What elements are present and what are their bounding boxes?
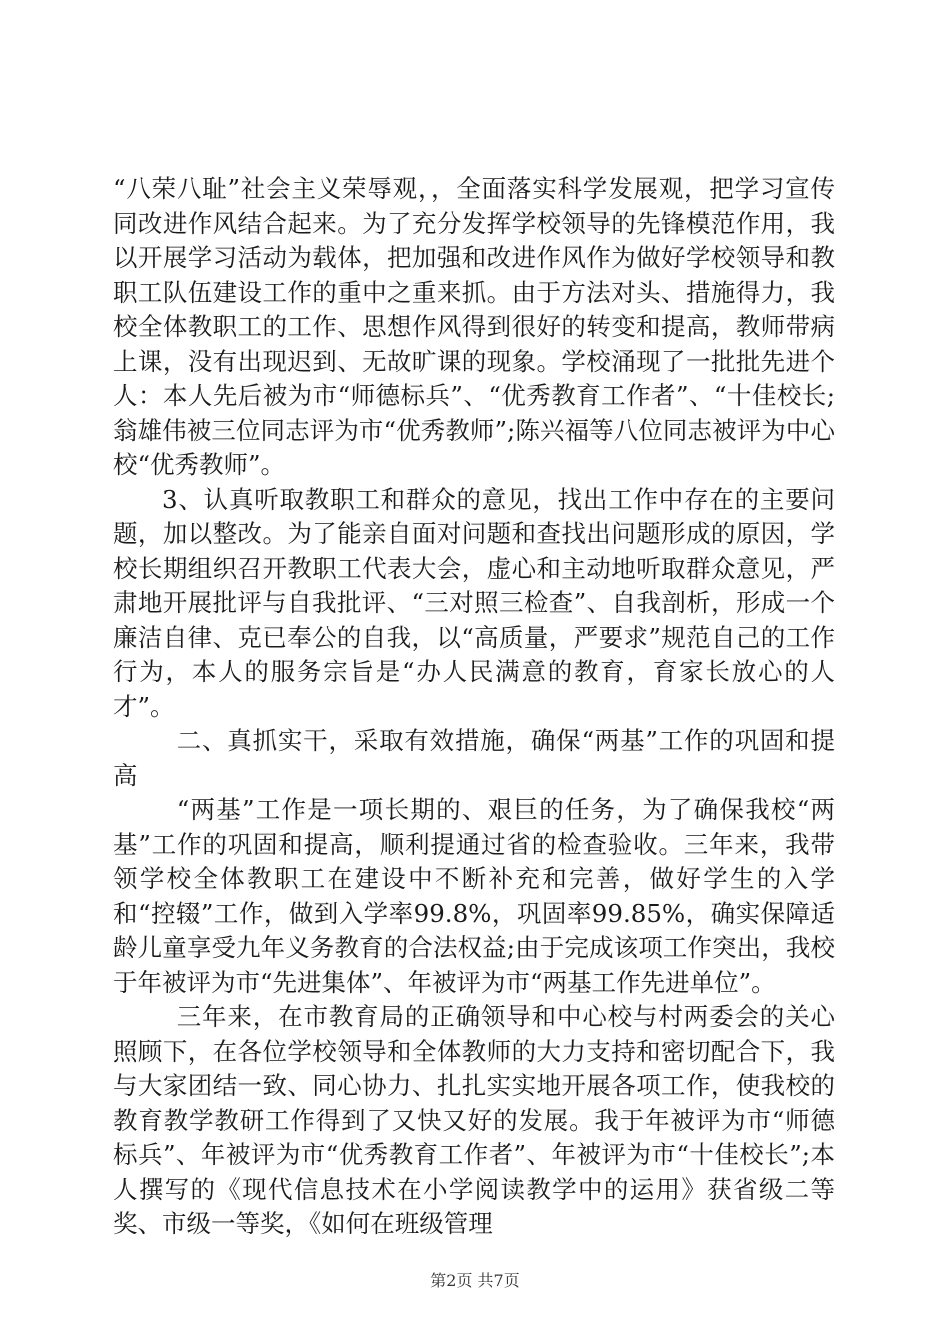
document-body: [113, 172, 835, 1242]
paragraph-three-years: 三年来，在市教育局的正确领导和中心校与村两委会的关心照顾下，在各位学校领导和全体教师的大力支持和密切配合下，我与大家团结一致、同心协力、扎扎实实地开展各项工作，使我校的教育教学教研工作得到了又快又好的发展。我于年被评为市“师德标兵”、年被评为市“优秀教育工作者”、年被评为市“十佳校长”;本人撰写的《现代信息技术在小学阅读教学中的运用》获省级二等奖、市级一等奖，《如何在班级管理: [113, 1002, 835, 1238]
paragraph-liangji: “两基”工作是一项长期的、艰巨的任务，为了确保我校“两基”工作的巩固和提高，顺利提通过省的检查验收。三年来，我带领学校全体教职工在建设中不断补充和完善，做好学生的入学和“控辍”工作，做到入学率99.8%，巩固率99.85%，确实保障适龄儿童享受九年义务教育的合法权益;由于完成该项工作突出，我校于年被评为市“先进集体”、年被评为市“两基工作先进单位”。: [113, 795, 835, 997]
paragraph-item-3: 3、认真听取教职工和群众的意见，找出工作中存在的主要问题，加以整改。为了能亲自面对问题和查找出问题形成的原因，学校长期组织召开教职工代表大会，虚心和主动地听取群众意见，严肃地开展批评与自我批评、“三对照三检查”、自我剖析，形成一个廉洁自律、克已奉公的自我，以“高质量，严要求”规范自己的工作行为，本人的服务宗旨是“办人民满意的教育，育家长放心的人才”。: [113, 484, 835, 721]
paragraph-honors: “八荣八耻”社会主义荣辱观，，全面落实科学发展观，把学习宣传同改进作风结合起来。为了充分发挥学校领导的先锋模范作用，我以开展学习活动为载体，把加强和改进作风作为做好学校领导和教职工队伍建设工作的重中之重来抓。由于方法对头、措施得力，我校全体教职工的工作、思想作风得到很好的转变和提高，教师带病上课，没有出现迟到、无故旷课的现象。学校涌现了一批批先进个人：本人先后被为市“师德标兵”、“优秀教育工作者”、“十佳校长;翁雄伟被三位同志评为市“优秀教师”;陈兴福等八位同志被评为中心校“优秀教师”。: [113, 174, 835, 479]
page-number-footer: 第2页 共7页: [430, 1271, 520, 1290]
section-heading-two: 二、真抓实干，采取有效措施，确保“两基”工作的巩固和提高: [113, 726, 835, 790]
